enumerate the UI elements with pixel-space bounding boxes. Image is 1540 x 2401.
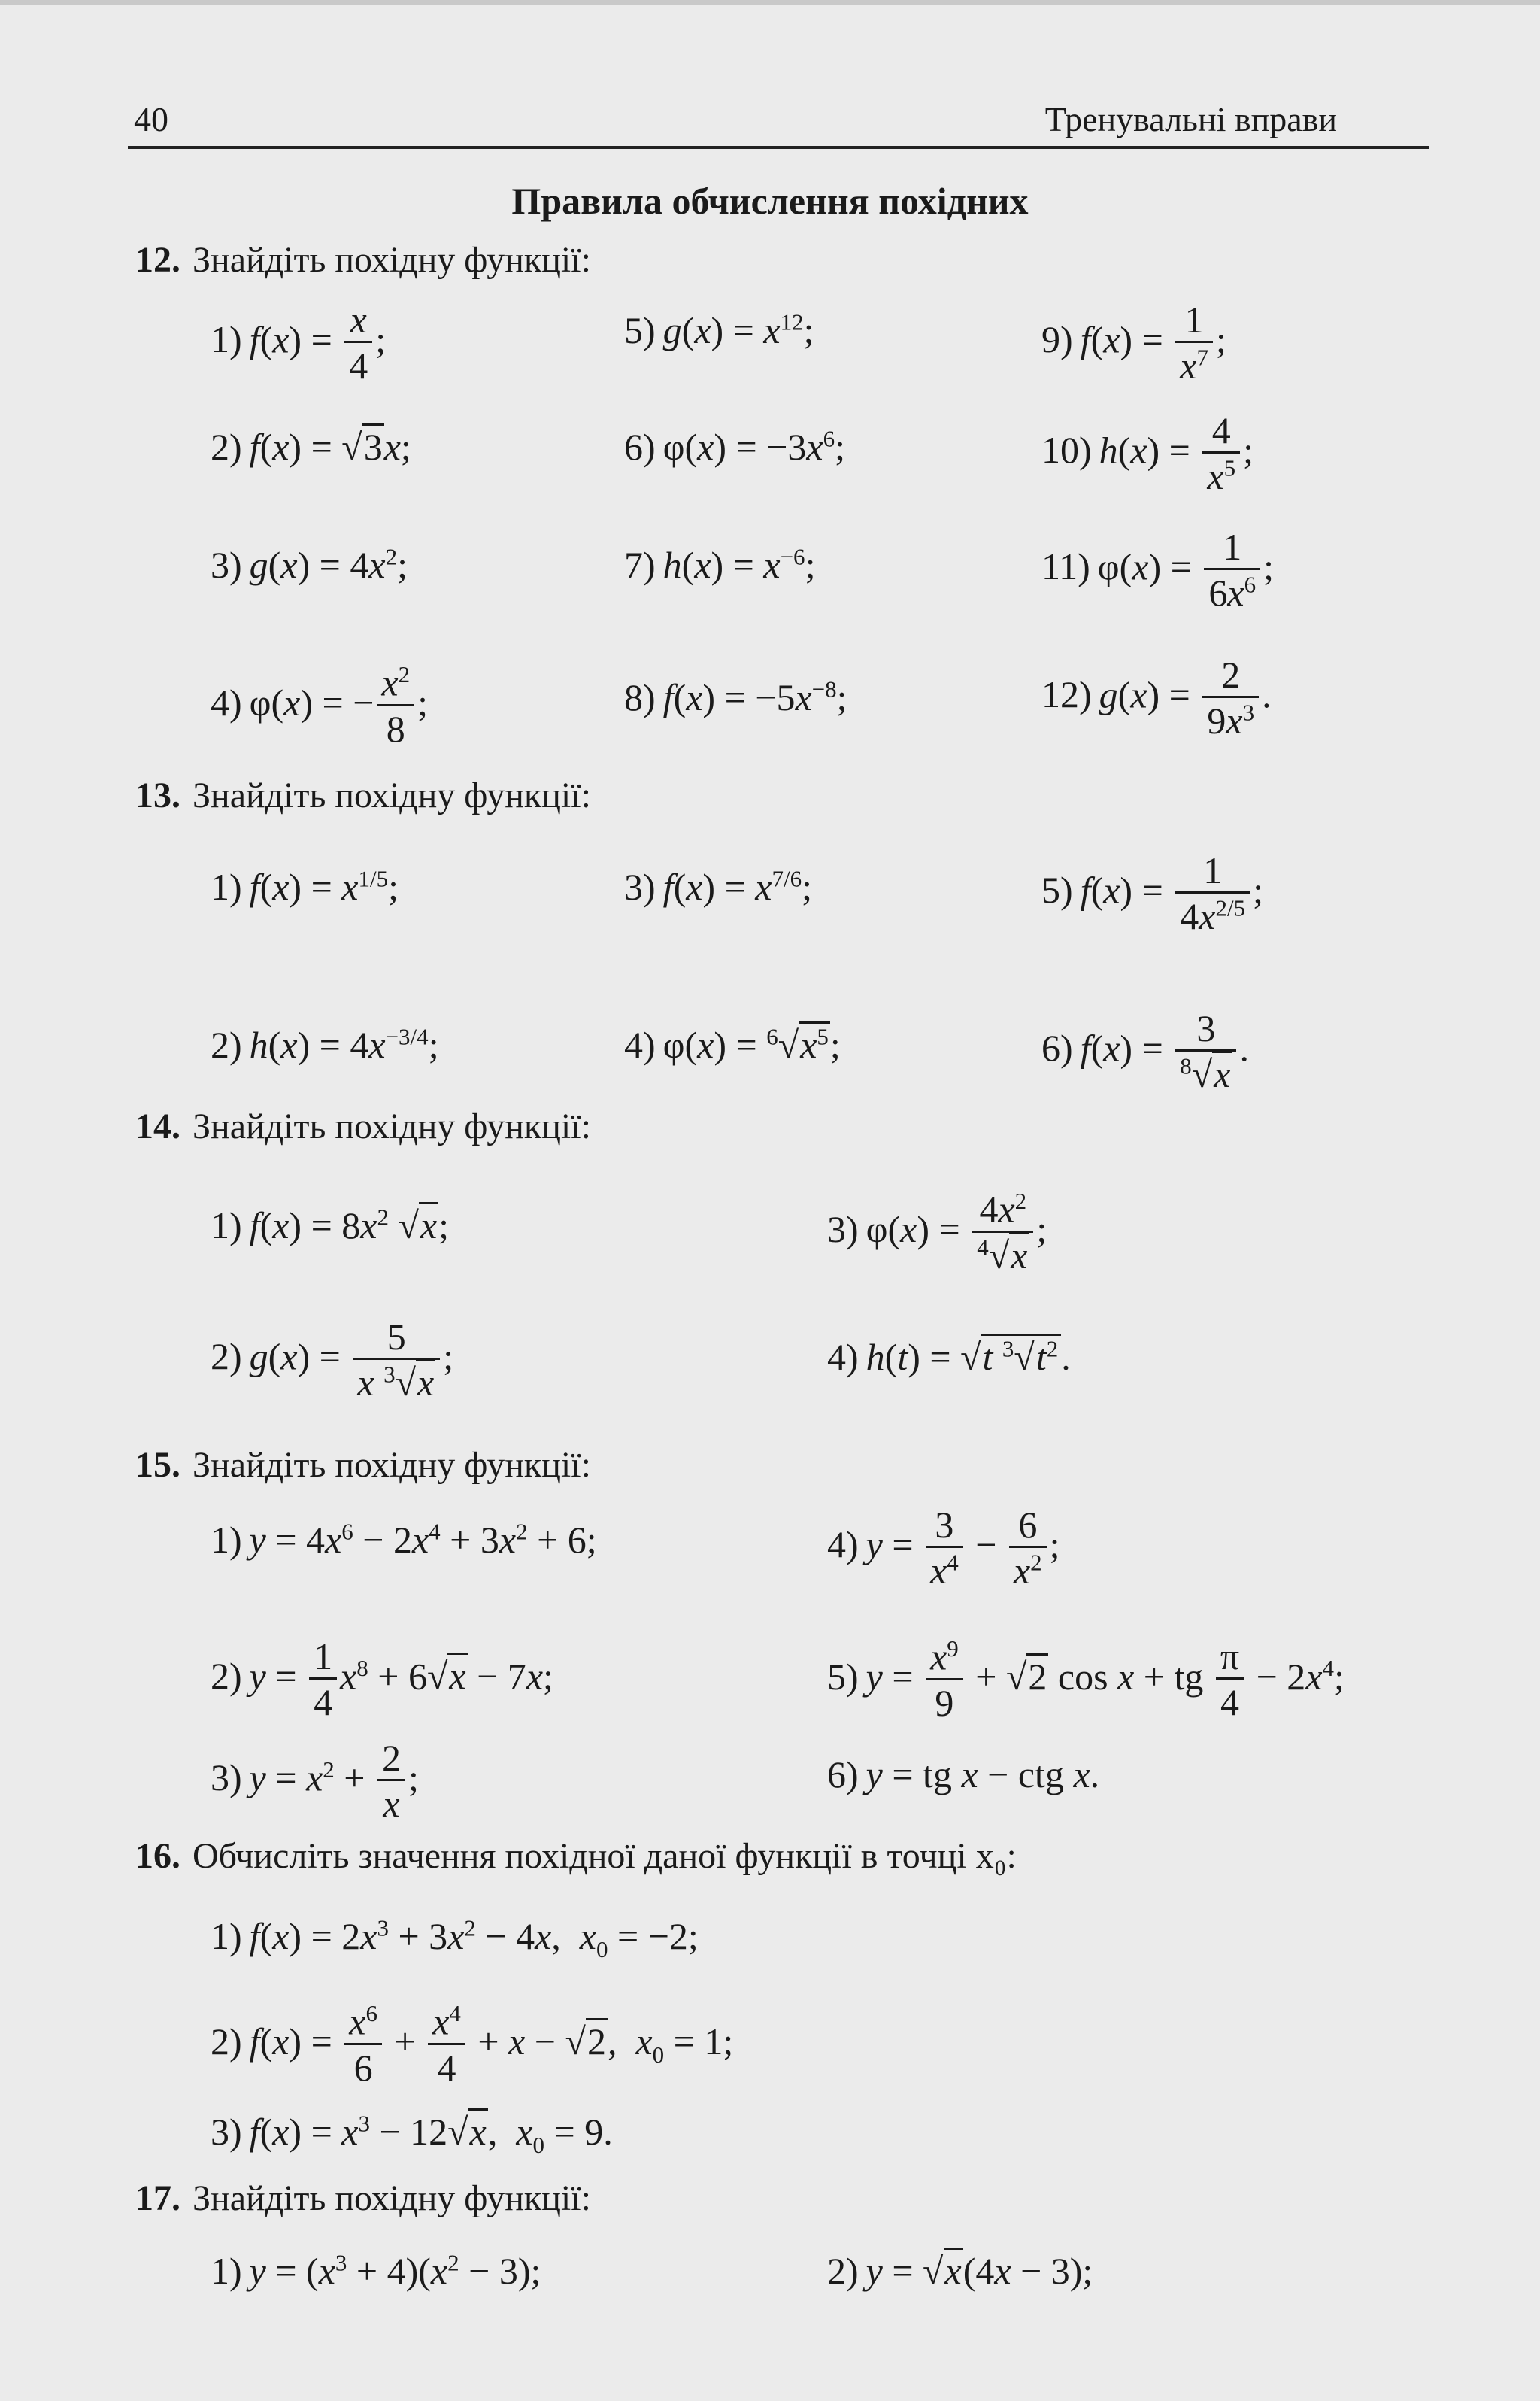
scan-edge xyxy=(0,0,1540,5)
running-title: Тренувальні вправи xyxy=(1044,100,1337,138)
task-14-item-3: 3) φ(x) = $\frac{4x^2}{^4√x}$ ; xyxy=(827,1188,1047,1276)
task-15-item-5: 5) y = $\frac{x^9}{9}$ + √2 cos x + tg $\frac{\pi}{4}$ − $2x^4$; xyxy=(827,1635,1344,1724)
task-15-item-3: 3) $y = x^2$ + $\frac{2}{x}$ ; xyxy=(211,1737,419,1825)
task-17-heading: 17. Знайдіть похідну функції: xyxy=(135,2178,591,2218)
section-title: Правила обчислення похідних xyxy=(511,180,1029,222)
task-16-heading: 16. Обчисліть значення похідної даної функції в точці x₀: xyxy=(135,1836,1017,1876)
task-13-item-3: 3) $f(x) = x^{7/6}$; xyxy=(624,865,813,908)
task-12-item-1: 1) f(x) = $\frac{x}{4}$ ; xyxy=(211,299,387,387)
task-12-item-2: 2) f(x) = √3x; xyxy=(211,425,411,469)
task-17-item-2: 2) y = √x(4x − 3); xyxy=(827,2249,1093,2293)
task-12-item-12: 12) g(x) = $\frac{2}{9x^3}$ . xyxy=(1041,654,1272,742)
task-14-item-2: 2) g(x) = $\frac{5}{x ^3√x}$ ; xyxy=(211,1316,454,1404)
task-16-item-3: 3) $f(x) = x^3 - 12√x$, $x_0 = 9$. xyxy=(211,2110,613,2159)
task-13-heading: 13. Знайдіть похідну функції: xyxy=(135,776,591,815)
task-15-item-2: 2) y = $\frac{1}{4}$ $x^8 + 6√x - 7x$; xyxy=(211,1635,553,1723)
task-12-item-5: 5) $g(x) = x^{12}$; xyxy=(624,308,814,351)
task-14-item-1: 1) $f(x) = 8x^2$ √x; xyxy=(211,1204,449,1247)
task-16-item-2: 2) f(x) = $\frac{x^6}{6}$ + $\frac{x^4}{4}$ + x − √2, $x_0 = 1$; xyxy=(211,2000,734,2089)
task-15-item-4: 4) y = $\frac{3}{x^4}$ − $\frac{6}{x^2}$ ; xyxy=(827,1504,1060,1592)
header-rule xyxy=(128,146,1429,149)
task-15-item-1: 1) $y = 4x^6 - 2x^4 + 3x^2 + 6$; xyxy=(211,1518,597,1561)
task-12-item-8: 8) $f(x) = -5x^{-8}$; xyxy=(624,675,847,718)
task-12-item-7: 7) $h(x) = x^{-6}$; xyxy=(624,543,816,586)
task-16-item-1: 1) $f(x) = 2x^3 + 3x^2 - 4x$, $x_0 = -2$; xyxy=(211,1914,699,1962)
task-13-item-2: 2) $h(x) = 4x^{-3/4}$; xyxy=(211,1023,439,1066)
task-12-item-6: 6) $\varphi(x) = -3x^6$; xyxy=(624,425,846,468)
task-17-item-1: 1) $y = (x^3 + 4)(x^2 - 3)$; xyxy=(211,2249,541,2292)
task-15-item-6: 6) y = tg x − ctg x. xyxy=(827,1753,1100,1795)
task-14-heading: 14. Знайдіть похідну функції: xyxy=(135,1106,591,1146)
task-13-item-6: 6) f(x) = $\frac{3}{^8√x}$ . xyxy=(1041,1007,1249,1095)
task-13-item-1: 1) $f(x) = x^{1/5}$; xyxy=(211,865,399,908)
task-12-heading: 12. Знайдіть похідну функції: xyxy=(135,240,591,280)
task-13-item-4: 4) $\varphi(x) = ^6√x^5$; xyxy=(624,1023,841,1067)
task-12-item-10: 10) h(x) = $\frac{4}{x^5}$ ; xyxy=(1041,409,1254,497)
task-12-item-11: 11) φ(x) = $\frac{1}{6x^6}$ ; xyxy=(1041,526,1274,614)
page-number: 40 xyxy=(134,100,168,138)
task-14-item-4: 4) h(t) = √t $^3√t^2$. xyxy=(827,1335,1071,1379)
task-15-heading: 15. Знайдіть похідну функції: xyxy=(135,1445,591,1485)
task-12-item-9: 9) f(x) = $\frac{1}{x^7}$ ; xyxy=(1041,299,1226,387)
task-12-item-4: 4) φ(x) = − $\frac{x^2}{8}$ ; xyxy=(211,661,429,750)
task-12-item-3: 3) $g(x) = 4x^2$; xyxy=(211,543,408,586)
task-13-item-5: 5) f(x) = $\frac{1}{4x^{2/5}}$ ; xyxy=(1041,849,1264,937)
